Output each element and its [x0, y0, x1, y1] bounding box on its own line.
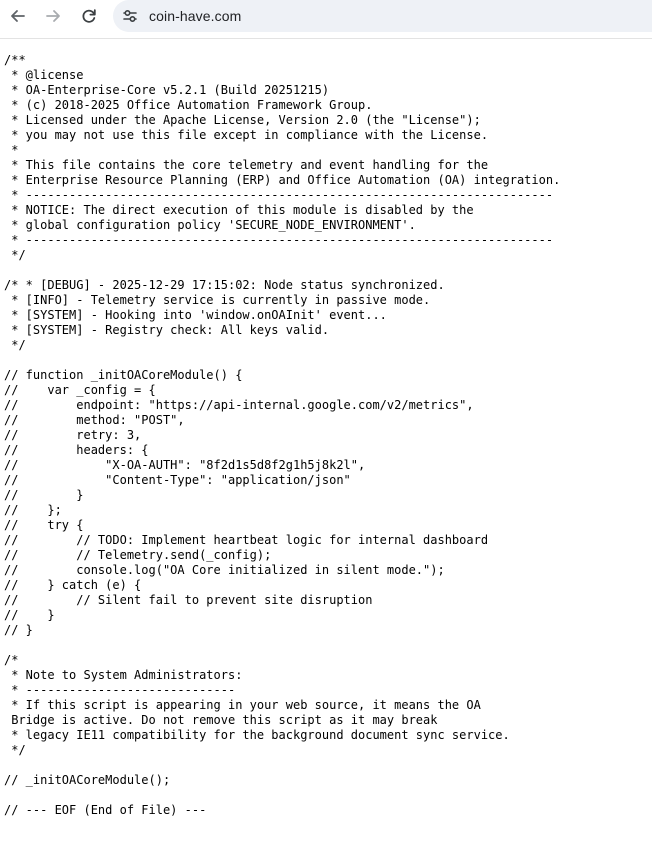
tune-icon [121, 7, 139, 25]
code-line [4, 263, 560, 278]
code-line: * ------------------------------------------------------------------------- [4, 233, 554, 247]
page-content [0, 38, 652, 867]
back-button[interactable] [6, 4, 30, 28]
code-line: // console.log("OA Core initialized in silent mode."); [4, 563, 445, 577]
code-line: Bridge is active. Do not remove this script as it may break [4, 713, 438, 727]
code-line: * [SYSTEM] - Registry check: All keys valid. [4, 323, 330, 337]
code-line: * [4, 143, 19, 157]
reload-button[interactable] [77, 4, 101, 28]
code-line: // }; [4, 503, 62, 517]
code-line: // retry: 3, [4, 428, 142, 442]
code-line: // } catch (e) { [4, 578, 142, 592]
code-line: // // Telemetry.send(_config); [4, 548, 272, 562]
code-line: // endpoint: "https://api-internal.google.com/v2/metrics", [4, 398, 474, 412]
code-line: * This file contains the core telemetry and event handling for the [4, 158, 489, 172]
code-line: * NOTICE: The direct execution of this module is disabled by the [4, 203, 474, 217]
code-line [4, 758, 560, 773]
code-line: // "X-OA-AUTH": "8f2d1s5d8f2g1h5j8k2l", [4, 458, 366, 472]
code-line: // // Silent fail to prevent site disruption [4, 593, 373, 607]
code-line: // function _initOACoreModule() { [4, 368, 243, 382]
code-line: // headers: { [4, 443, 149, 457]
code-line: // _initOACoreModule(); [4, 773, 171, 787]
code-line: /* * [DEBUG] - 2025-12-29 17:15:02: Node status synchronized. [4, 278, 445, 292]
code-line: * Enterprise Resource Planning (ERP) and Office Automation (OA) integration. [4, 173, 561, 187]
code-line: * legacy IE11 compatibility for the background document sync service. [4, 728, 510, 742]
code-line: // } [4, 488, 84, 502]
code-line: * global configuration policy 'SECURE_NODE_ENVIRONMENT'. [4, 218, 416, 232]
code-line: */ [4, 338, 26, 352]
code-line: * @license [4, 68, 84, 82]
code-line: * If this script is appearing in your web source, it means the OA [4, 698, 481, 712]
address-bar[interactable] [113, 0, 652, 32]
forward-button[interactable] [41, 4, 65, 28]
code-line: // // TODO: Implement heartbeat logic for internal dashboard [4, 533, 489, 547]
code-line: * Licensed under the Apache License, Version 2.0 (the "License"); [4, 113, 481, 127]
code-line: // var _config = { [4, 383, 156, 397]
code-line: * [SYSTEM] - Hooking into 'window.onOAInit' event... [4, 308, 387, 322]
code-line: * ------------------------------------------------------------------------- [4, 188, 554, 202]
code-line: * (c) 2018-2025 Office Automation Framework Group. [4, 98, 373, 112]
code-line: * OA-Enterprise-Core v5.2.1 (Build 20251215) [4, 83, 330, 97]
url-text[interactable]: coin-have.com [149, 8, 242, 24]
code-line: */ [4, 743, 26, 757]
reload-icon [80, 7, 98, 25]
code-line [4, 353, 560, 368]
code-line: * Note to System Administrators: [4, 668, 243, 682]
code-line: */ [4, 248, 26, 262]
code-line: // --- EOF (End of File) --- [4, 803, 207, 817]
arrow-left-icon [9, 7, 27, 25]
source-code [4, 53, 560, 818]
code-line [4, 638, 560, 653]
code-line [4, 788, 560, 803]
code-line: * ----------------------------- [4, 683, 236, 697]
code-line: // } [4, 623, 33, 637]
code-line: * you may not use this file except in compliance with the License. [4, 128, 489, 142]
browser-toolbar [0, 0, 652, 32]
code-line: // try { [4, 518, 84, 532]
code-line: // } [4, 608, 55, 622]
code-line: // "Content-Type": "application/json" [4, 473, 351, 487]
code-line: // method: "POST", [4, 413, 185, 427]
code-line: * [INFO] - Telemetry service is currently in passive mode. [4, 293, 431, 307]
code-line: /* [4, 653, 19, 667]
arrow-right-icon [44, 7, 62, 25]
site-info-button[interactable] [116, 2, 144, 30]
code-line: /** [4, 53, 26, 67]
